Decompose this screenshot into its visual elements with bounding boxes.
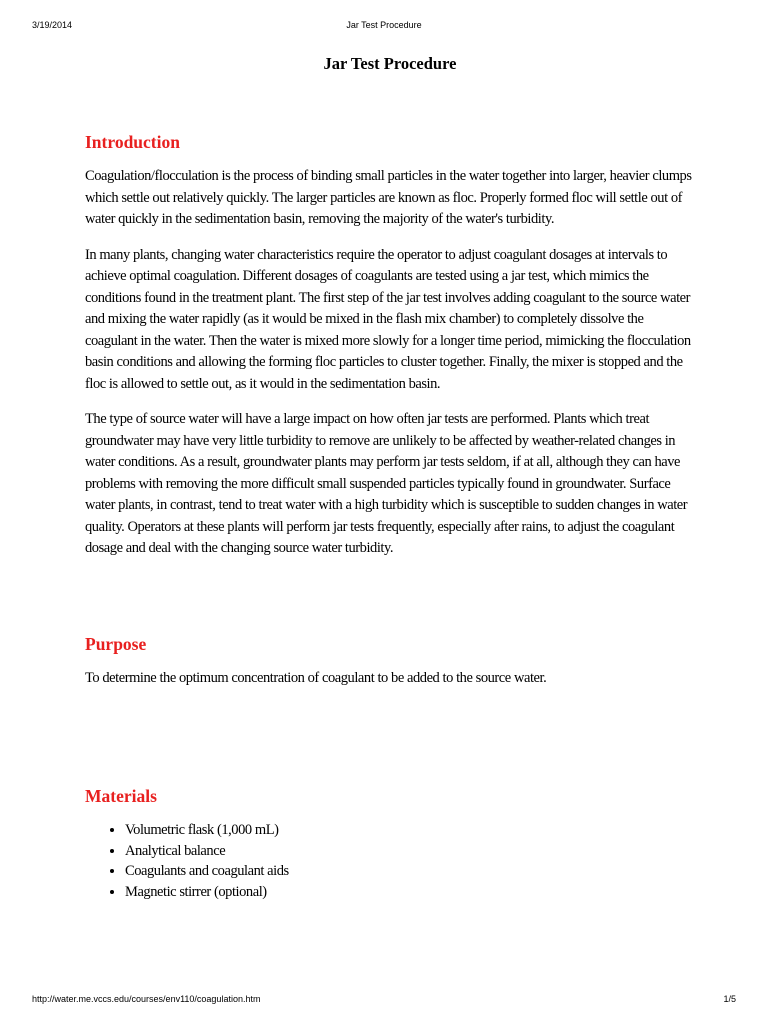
document-body [85,52,695,902]
spacer [85,395,695,409]
intro-paragraph-1: Coagulation/flocculation is the process of binding small particles in the water together into larger, heavier clumps which settle out relatively quickly. The larger particles are known as floc. Properly formed floc will settle out of water quickly in the sedimentation basin, removing the majority of the water's turbidity. [85,168,692,227]
list-item: • Analytical balance [125,841,695,862]
spacer [85,76,695,130]
materials-list [85,820,695,902]
intro-paragraph-3: The type of source water will have a large impact on how often jar tests are performed. Plants which treat groundwater may have very little turbidity to remove are unlikely to be affected by weather-related changes in water conditions. As a result, groundwater plants may perform jar tests seldom, if at all, although they can have problems with removing the more difficult small suspended particles typically found in groundwater. Surface water plants, in contrast, tend to treat water with a high turbidity which is susceptible to sudden changes in water quality. Operators at these plants will perform jar tests frequently, especially after rains, to adjust the coagulant dosage and deal with the changing source water turbidity. [85,411,688,556]
list-item: • Coagulants and coagulant aids [125,861,695,882]
page-title: Jar Test Procedure [323,54,457,73]
print-title: Jar Test Procedure [346,20,422,30]
page-number: 1/5 [723,994,736,1004]
spacer [85,656,695,668]
list-item: • Magnetic stirrer (optional) [125,882,695,903]
spacer [85,154,695,166]
purpose-text: To determine the optimum concentration of coagulant to be added to the source water. [85,669,547,686]
spacer [85,560,695,632]
intro-paragraph-2: In many plants, changing water characteristics require the operator to adjust coagulant dosages at intervals to achieve optimal coagulation. Different dosages of coagulants are tested using a jar test, which mimics the conditions found in the treatment plant. The first step of the jar test involves adding coagulant to the source water and mixing the water rapidly (as it would be mixed in the flash mix chamber) to completely dissolve the coagulant in the water. Then the water is mixed more slowly for a longer time period, mimicking the flocculation basin conditions and allowing the forming floc particles to cluster together. Finally, the mixer is stopped and the floc is allowed to settle out, as it would in the sedimentation basin. [85,246,691,392]
page-url[interactable]: http://water.me.vccs.edu/courses/env110/coagulation.htm [32,994,261,1004]
spacer [85,808,695,820]
materials-heading: Materials [85,786,157,806]
introduction-heading: Introduction [85,132,180,152]
spacer [85,231,695,245]
spacer [85,689,695,784]
print-date: 3/19/2014 [32,20,73,30]
purpose-heading: Purpose [85,633,147,654]
print-footer [0,994,768,1006]
print-header [0,20,768,32]
list-item: • Volumetric flask (1,000 mL) [125,820,695,841]
